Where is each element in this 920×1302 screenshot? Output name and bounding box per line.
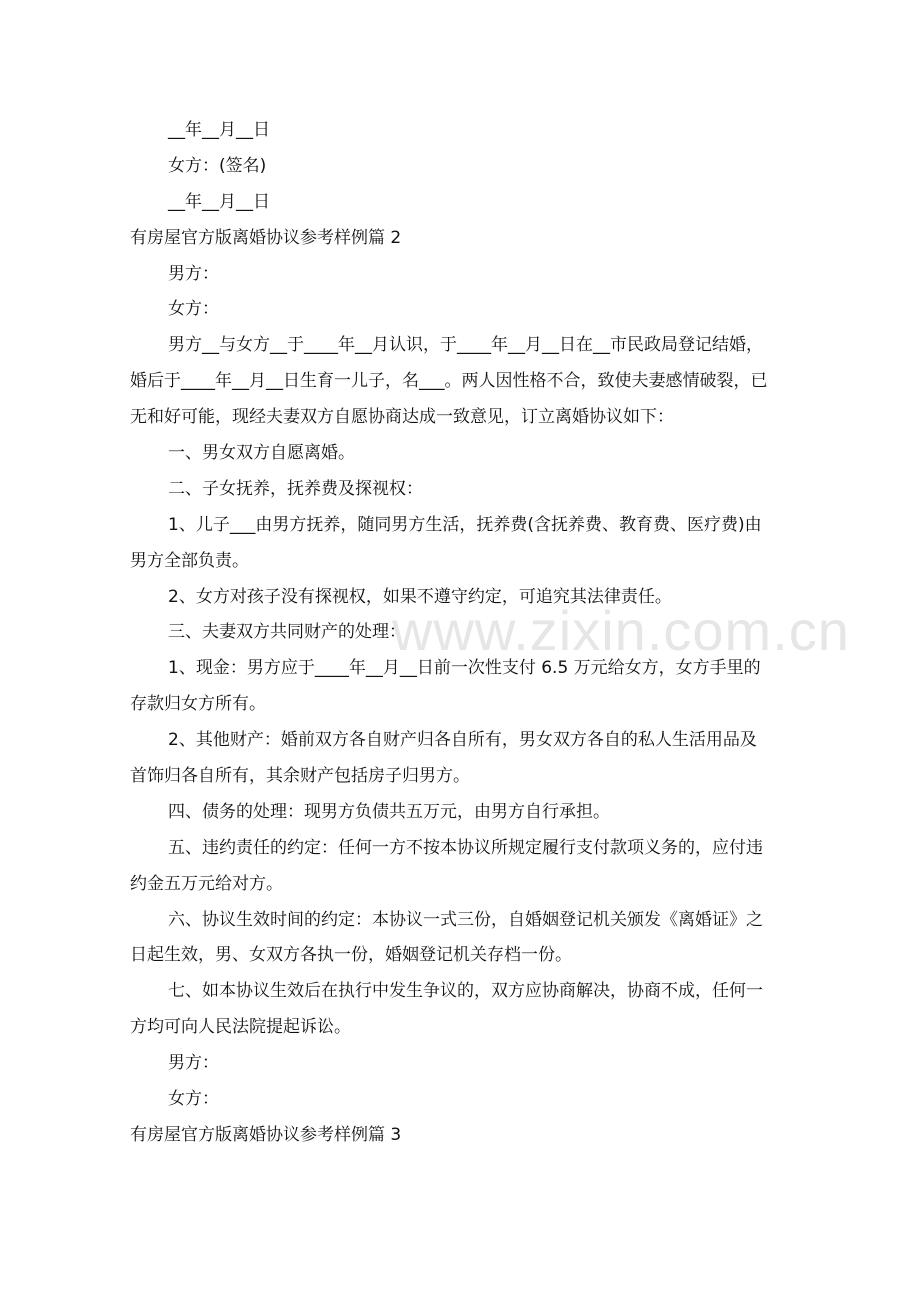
document-body [130,116,820,1157]
paragraph-line: 1、儿子___由男方抚养，随同男方生活，抚养费(含抚养费、教育费、医疗费)由 [168,514,762,535]
paragraph-line: 女方：(签名) [168,155,267,176]
paragraph-line: 1、现金：男方应于____年__月__日前一次性支付 6.5 万元给女方，女方手里的 [168,658,761,679]
paragraph-line: 一、男女双方自愿离婚。 [168,443,355,464]
paragraph-line: 2、其他财产：婚前双方各自财产归各自所有，男女双方各自的私人生活用品及 [168,730,757,751]
text-line: 婚后于____年__月__日生育一儿子，名___。两人因性格不合，致使夫妻感情破裂，已 [130,371,768,392]
paragraph-line: 男方： [168,1053,219,1074]
text-line: 首饰归各自所有，其余财产包括房子归男方。 [130,766,470,787]
text-line: 有房屋官方版离婚协议参考样例篇 3 [130,1124,402,1145]
paragraph-line: 七、如本协议生效后在执行中发生争议的，双方应协商解决，协商不成，任何一 [168,981,763,1002]
paragraph-line: 女方： [168,299,219,320]
text-line: 存款归女方所有。 [130,694,266,715]
paragraph-line: 2、女方对孩子没有探视权，如果不遵守约定，可追究其法律责任。 [168,586,672,607]
paragraph-line: 四、债务的处理：现男方负债共五万元，由男方自行承担。 [168,801,610,822]
paragraph-line: 女方： [168,1089,219,1110]
text-line: 无和好可能，现经夫妻双方自愿协商达成一致意见，订立离婚协议如下： [130,407,674,428]
paragraph-line: 三、夫妻双方共同财产的处理： [168,622,406,643]
paragraph-line: 六、协议生效时间的约定：本协议一式三份，自婚姻登记机关颁发《离婚证》之 [168,909,763,930]
watermark: www.zixin.com.cn [392,599,850,662]
text-line: 男方全部负责。 [130,550,249,571]
text-line: 方均可向人民法院提起诉讼。 [130,1017,351,1038]
paragraph-line: __年__月__日 [168,191,270,212]
paragraph-line: 五、违约责任的约定：任何一方不按本协议所规定履行支付款项义务的，应付违 [168,837,763,858]
text-line: 日起生效，男、女双方各执一份，婚姻登记机关存档一份。 [130,945,572,966]
text-line: 有房屋官方版离婚协议参考样例篇 2 [130,227,402,248]
text-line: 约金五万元给对方。 [130,873,283,894]
paragraph-line: 男方： [168,263,219,284]
paragraph-line: 二、子女抚养，抚养费及探视权： [168,478,423,499]
paragraph-line: 男方__与女方__于____年__月认识，于____年__月__日在__市民政局登记结婚， [168,335,763,356]
paragraph-line: __年__月__日 [168,120,270,140]
